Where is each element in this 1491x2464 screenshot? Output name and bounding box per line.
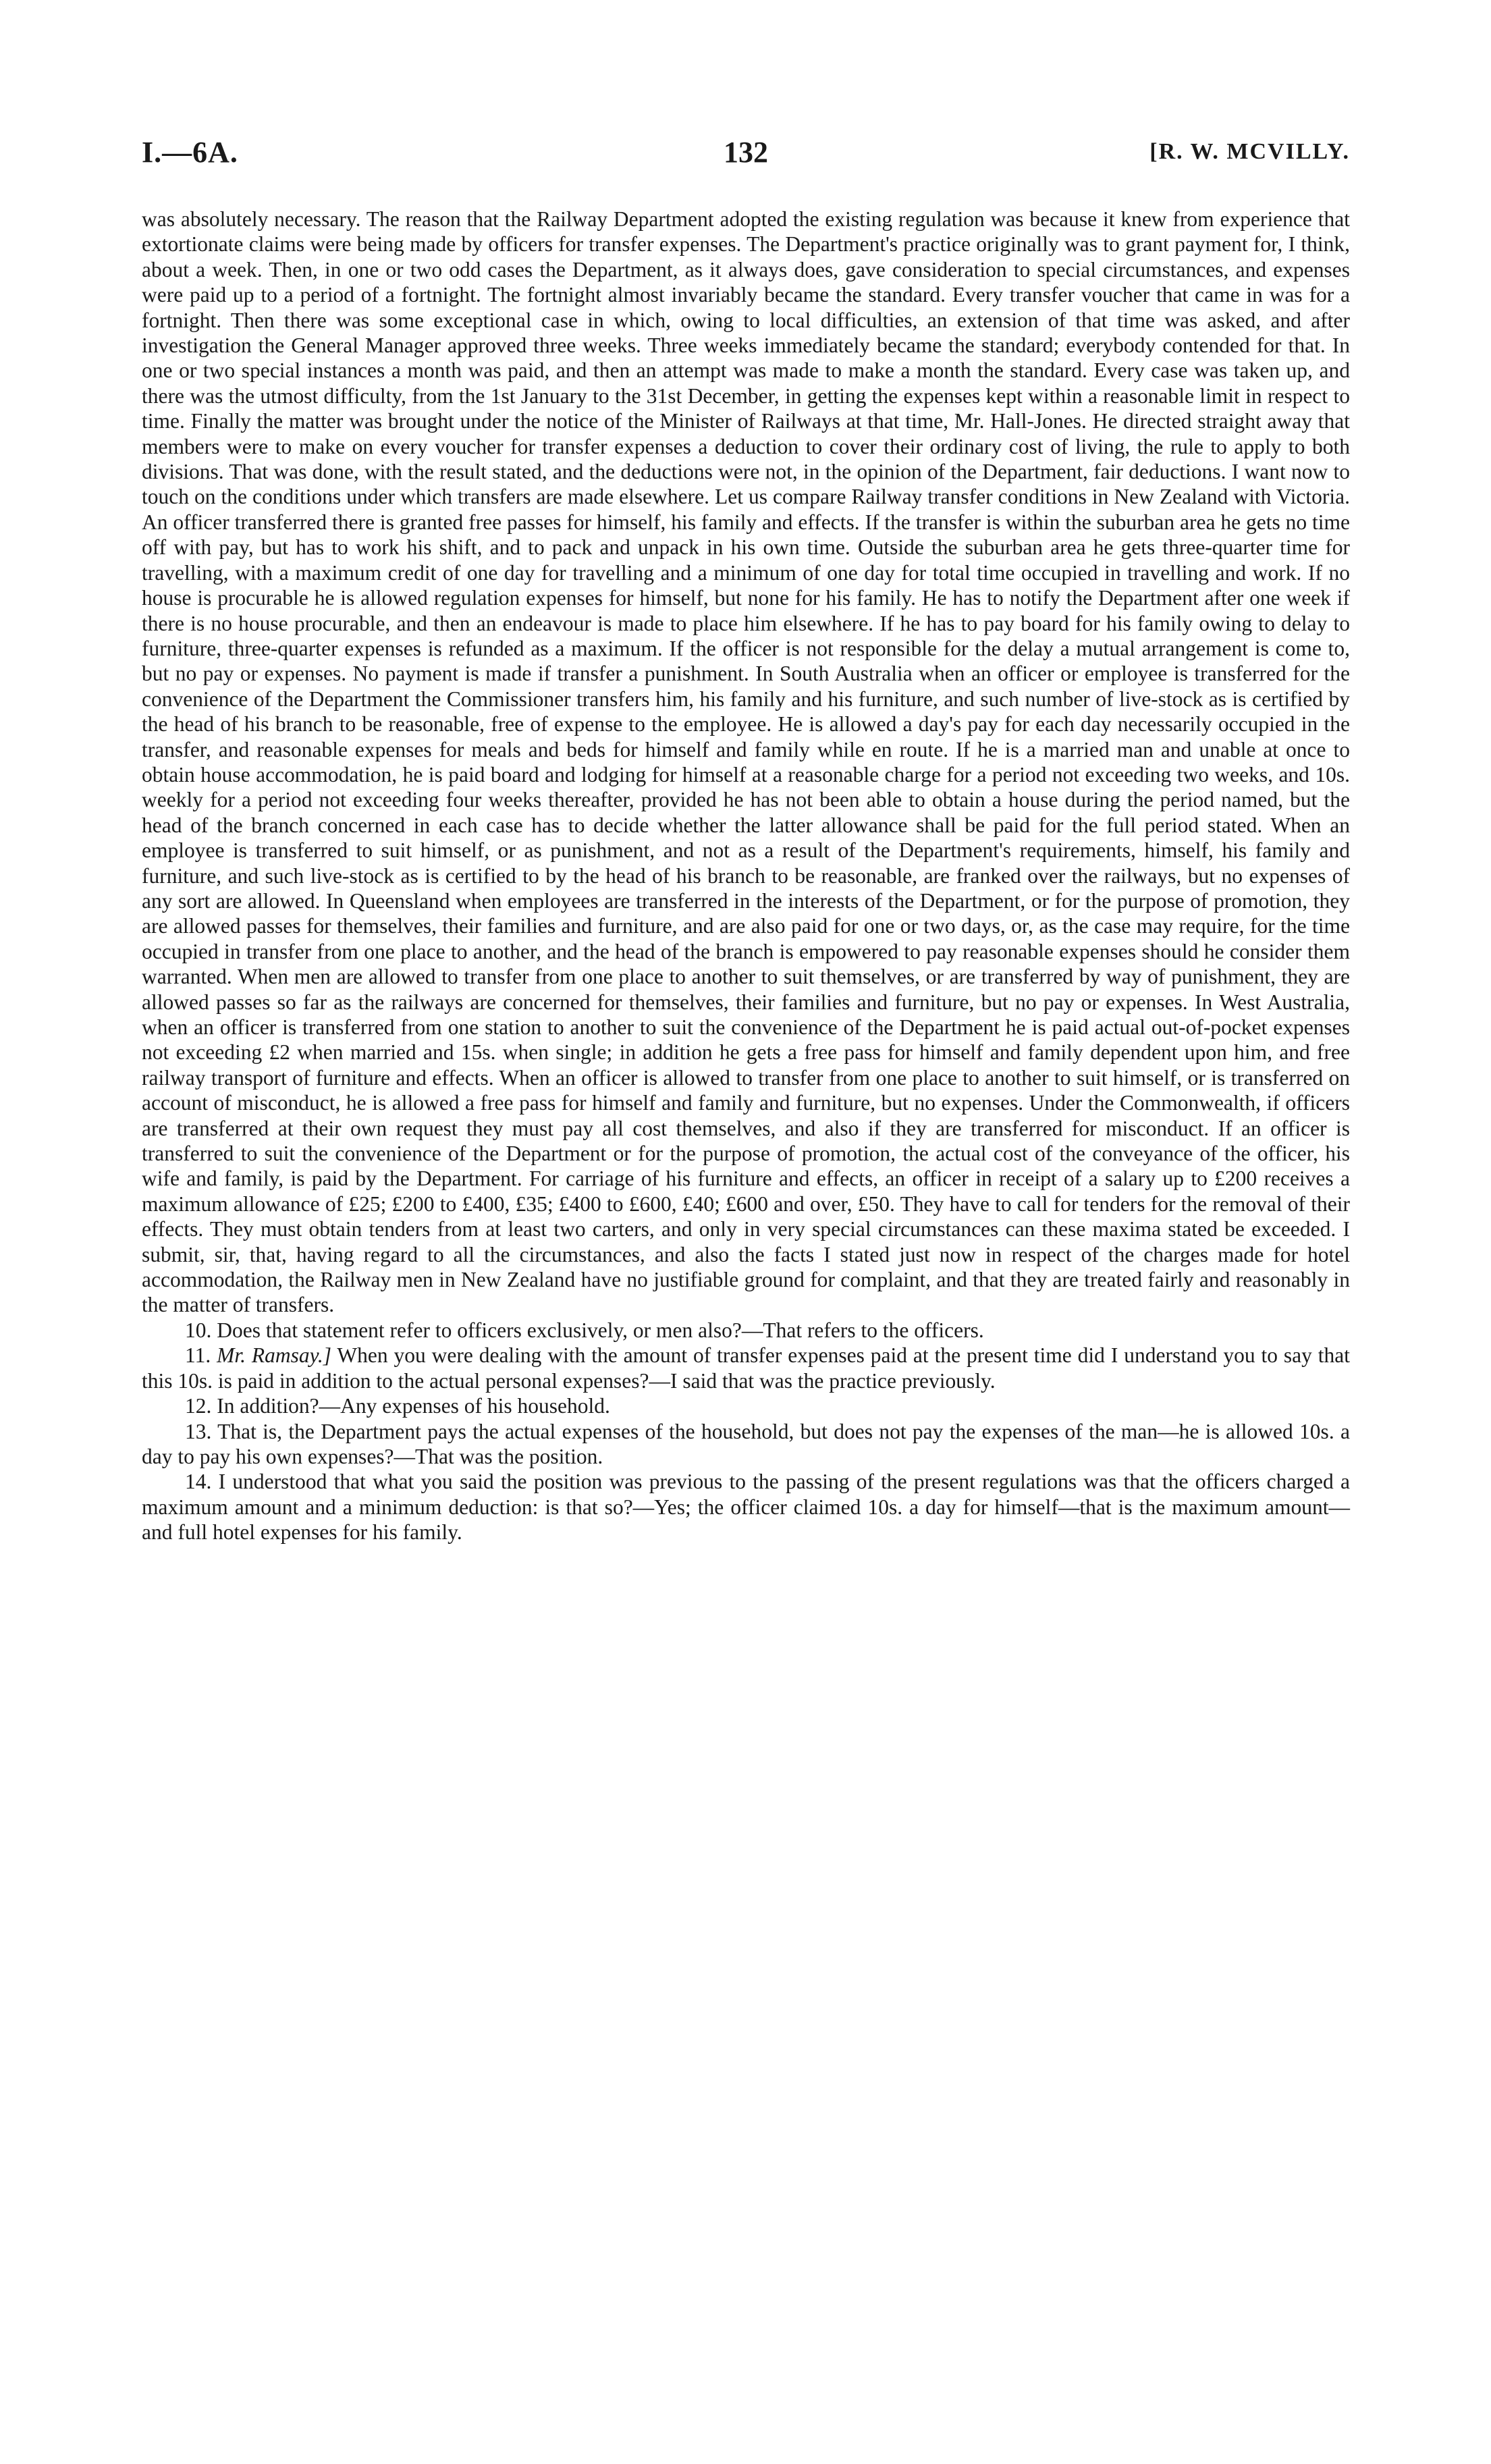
page-header (142, 135, 1350, 176)
question-14: 14. I understood that what you said the position was previous to the passing of the present regulations was that the officers charged a maximum amount and a minimum deduction: is that so?—Yes; the officer claimed 10s. a day for himself—that is the maximum amount—and full hotel expenses for his family. (142, 1470, 1350, 1545)
speaker-name: Mr. Ramsay.] (217, 1343, 332, 1368)
question-10: 10. Does that statement refer to officers exclusively, or men also?—That refers to the officers. (185, 1318, 984, 1342)
document-reference: I.—6A. (142, 136, 238, 169)
question-number: 11. (185, 1343, 211, 1368)
question-12: 12. In addition?—Any expenses of his household. (185, 1394, 610, 1418)
page-number: 132 (724, 136, 768, 169)
question-text: When you were dealing with the amount of transfer expenses paid at the present time did I understand you to say that this 10s. is paid in addition to the actual personal expenses?—I said that was the practice previously. (142, 1343, 1350, 1393)
question-13: 13. That is, the Department pays the actual expenses of the household, but does not pay the expenses of the man—he is allowed 10s. a day to pay his own expenses?—That was the position. (142, 1419, 1350, 1468)
question-11 (142, 1343, 1350, 1393)
main-paragraph: was absolutely necessary. The reason that the Railway Department adopted the existing regulation was because it knew from experience that extortionate claims were being made by officers for transfer expenses. The Department's practice originally was to grant payment for, I think, about a week. Then, in one or two odd cases the Department, as it always does, gave consideration to special circumstances, and expenses were paid up to a period of a fortnight. The fortnight almost invariably became the standard. Every transfer voucher that came in was for a fortnight. Then there was some exceptional case in which, owing to local difficulties, an extension of that time was asked, and after investigation the General Manager approved three weeks. Three weeks immediately became the standard; everybody contended for that. In one or two special instances a month was paid, and then an attempt was made to make a month the standard. Every case was taken up, and there was the utmost difficulty, from the 1st January to the 31st December, in getting the expenses kept within a reasonable limit in respect to time. Finally the matter was brought under the notice of the Minister of Railways at that time, Mr. Hall-Jones. He directed straight away that members were to make on every voucher for transfer expenses a deduction to cover their ordinary cost of living, the rule to apply to both divisions. That was done, with the result stated, and the deductions were not, in the opinion of the Department, fair deductions. I want now to touch on the conditions under which transfers are made elsewhere. Let us compare Railway transfer conditions in New Zealand with Victoria. An officer transferred there is granted free passes for himself, his family and effects. If the transfer is within the suburban area he gets no time off with pay, but has to work his shift, and to pack and unpack in his own time. Outside the suburban area he gets three-quarter time for travelling, with a maximum credit of one day for travelling and a minimum of one day for total time occupied in travelling and work. If no house is procurable he is allowed regulation expenses for himself, but none for his family. He has to notify the Department after one week if there is no house procurable, and then an endeavour is made to place him elsewhere. If he has to pay board for his family owing to delay to furniture, three-quarter expenses is refunded as a maximum. If the officer is not responsible for the delay a mutual arrangement is come to, but no pay or expenses. No payment is made if transfer a punishment. In South Australia when an officer or employee is transferred for the convenience of the Department the Commissioner transfers him, his family and his furniture, and such number of live-stock as is certified by the head of his branch to be reasonable, free of expense to the employee. He is allowed a day's pay for each day necessarily occupied in the transfer, and reasonable expenses for meals and beds for himself and family while en route. If he is a married man and unable at once to obtain house accommodation, he is paid board and lodging for himself at a reasonable charge for a period not exceeding two weeks, and 10s. weekly for a period not exceeding four weeks thereafter, provided he has not been able to obtain a house during the period named, but the head of the branch concerned in each case has to decide whether the latter allowance shall be paid for the full period stated. When an employee is transferred to suit himself, or as punishment, and not as a result of the Department's requirements, himself, his family and furniture, and such live-stock as is certified to by the head of his branch to be reasonable, are franked over the railways, but no expenses of any sort are allowed. In Queensland when employees are transferred in the interests of the Department, or for the purpose of promotion, they are allowed passes for themselves, their families and furniture, and are also paid for one or two days, or, as the case may require, for the time occupied in transfer from one place to another, and the head of the branch is empowered to pay reasonable expenses should he consider them warranted. When men are allowed to transfer from one place to another to suit themselves, or are transferred by way of punishment, they are allowed passes so far as the railways are concerned for themselves, their families and furniture, but no pay or expenses. In West Australia, when an officer is transferred from one station to another to suit the convenience of the Department he is paid actual out-of-pocket expenses not exceeding £2 when married and 15s. when single; in addition he gets a free pass for himself and family dependent upon him, and free railway transport of furniture and effects. When an officer is allowed to transfer from one place to another to suit himself, or is transferred on account of misconduct, he is allowed a free pass for himself and family and furniture, but no expenses. Under the Commonwealth, if officers are transferred at their own request they must pay all cost themselves, and also if they are transferred for misconduct. If an officer is transferred to suit the convenience of the Department or for the purpose of promotion, the actual cost of the conveyance of the officer, his wife and family, is paid by the Department. For carriage of his furniture and effects, an officer in receipt of a salary up to £200 receives a maximum allowance of £25; £200 to £400, £35; £400 to £600, £40; £600 and over, £50. They have to call for tenders for the removal of their effects. They must obtain tenders from at least two carters, and only in very special circumstances can these maxima stated be exceeded. I submit, sir, that, having regard to all the circumstances, and also the facts I stated just now in respect of the charges made for hotel accommodation, the Railway men in New Zealand have no justifiable ground for complaint, and that they are treated fairly and reasonably in the matter of transfers. (142, 207, 1350, 1317)
witness-name: [R. W. MCVILLY. (1149, 139, 1350, 164)
page-body (142, 207, 1350, 1545)
